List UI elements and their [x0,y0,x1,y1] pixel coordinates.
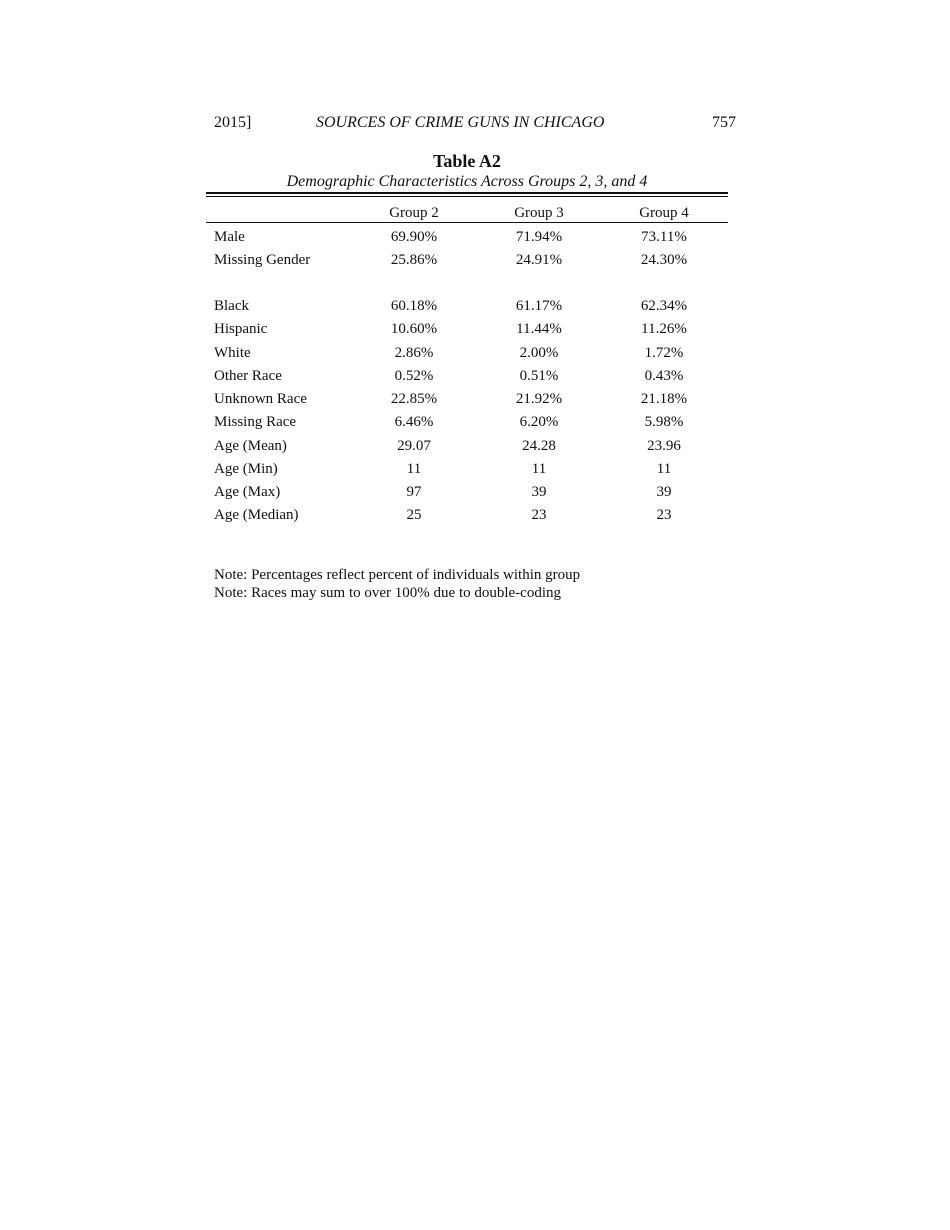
table-row [206,342,728,364]
table-title: Table A2 [433,151,501,171]
table-row [206,458,728,480]
table-row [206,481,728,503]
row-label: Age (Max) [214,484,281,500]
table-cell: 24.28 [522,438,556,454]
row-label: Age (Median) [214,507,299,523]
header-rule [206,222,728,223]
table-cell: 97 [406,484,422,500]
table-row [206,318,728,340]
table-cell: 71.94% [515,229,563,245]
row-label: Age (Mean) [214,438,287,454]
table-row [206,435,728,457]
column-header-group-3: Group 3 [514,205,564,221]
table-cell: 21.92% [515,391,563,407]
table-cell: 23 [656,507,672,523]
table-cell: 22.85% [390,391,438,407]
row-label: Hispanic [214,321,268,337]
table-cell: 23.96 [647,438,681,454]
table-cell: 6.46% [394,414,434,430]
row-label: Black [214,298,249,314]
table-cell: 0.51% [519,368,559,384]
running-head-year: 2015] [214,114,252,131]
table-cell: 21.18% [640,391,688,407]
row-label: Missing Gender [214,252,311,268]
table-header-row [206,202,728,224]
table-cell: 73.11% [641,229,687,245]
table-cell: 25 [406,507,422,523]
table-cell: 69.90% [390,229,438,245]
table-cell: 29.07 [397,438,431,454]
table-cell: 2.86% [394,345,434,361]
row-label: Missing Race [214,414,297,430]
row-label: White [214,345,251,361]
table-cell: 11.26% [641,321,687,337]
table-cell: 39 [531,484,547,500]
table-cell: 0.52% [394,368,434,384]
row-label: Male [214,229,245,245]
column-header-group-2: Group 2 [389,205,439,221]
table-row [206,504,728,526]
table-cell: 0.43% [644,368,684,384]
table-cell: 24.91% [515,252,563,268]
table-cell: 62.34% [640,298,688,314]
row-label: Other Race [214,368,282,384]
table-cell: 39 [656,484,672,500]
table-row [206,365,728,387]
table-cell: 23 [531,507,547,523]
table-row [206,249,728,271]
table-subtitle: Demographic Characteristics Across Groups 2, 3, and 4 [286,173,648,190]
table-note-percentages: Note: Percentages reflect percent of individuals within group [214,567,581,583]
table-cell: 24.30% [640,252,688,268]
row-label: Age (Min) [214,461,278,477]
running-head-title: SOURCES OF CRIME GUNS IN CHICAGO [316,114,605,131]
column-header-group-4: Group 4 [639,205,689,221]
table-row [206,226,728,248]
table-cell: 61.17% [515,298,563,314]
table-cell: 11 [406,461,422,477]
table-cell: 6.20% [519,414,559,430]
running-head [214,111,736,135]
table-cell: 11 [656,461,672,477]
table-note-races: Note: Races may sum to over 100% due to double-coding [214,585,562,601]
table-row [206,295,728,317]
table-cell: 11 [531,461,547,477]
table-cell: 5.98% [644,414,684,430]
row-label: Unknown Race [214,391,307,407]
page-number: 757 [712,114,736,131]
table-top-rule-thin [206,196,728,197]
table-cell: 60.18% [390,298,438,314]
table-cell: 1.72% [644,345,684,361]
table-cell: 2.00% [519,345,559,361]
table-cell: 10.60% [390,321,438,337]
table-top-rule [206,192,728,194]
table-cell: 11.44% [516,321,562,337]
table-row [206,388,728,410]
table-row [206,411,728,433]
table-cell: 25.86% [390,252,438,268]
